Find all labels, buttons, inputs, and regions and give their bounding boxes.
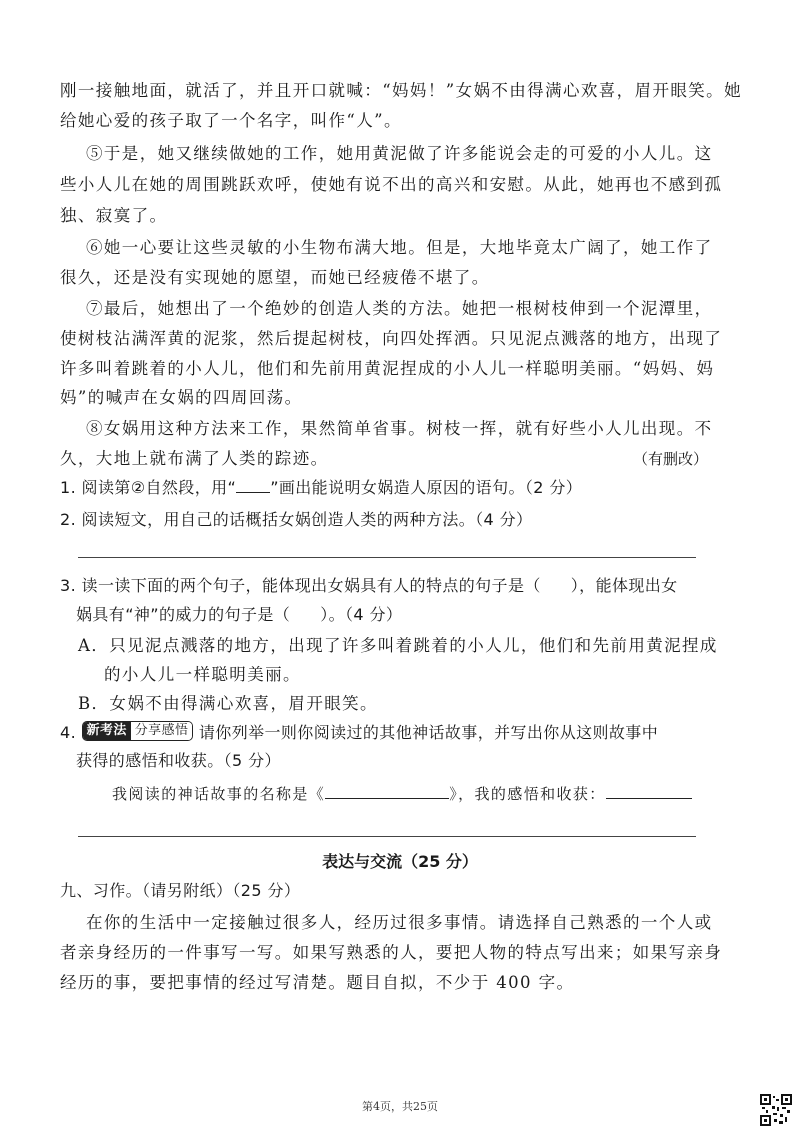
tag-light-label: 分享感悟 — [131, 722, 193, 740]
answer-line-q4[interactable] — [78, 836, 696, 837]
passage-p5-line3: 独、寂寞了。 — [60, 206, 168, 225]
writing-item-heading: 九、习作。（请另附纸）（25 分） — [60, 881, 301, 900]
passage-p7-line2: 使树枝沾满浑黄的泥浆，然后提起树枝，向四处挥洒。只见泥点溅落的地方，出现了 — [60, 329, 723, 348]
passage-p4-line1: 刚一接触地面，就活了，并且开口就喊：“妈妈！”女娲不由得满心欢喜，眉开眼笑。她 — [60, 81, 742, 100]
insight-blank[interactable] — [606, 798, 692, 799]
writing-prompt-line1: 在你的生活中一定接触过很多人，经历过很多事情。请选择自己熟悉的一个人或 — [86, 913, 713, 932]
answer-line-q2[interactable] — [78, 557, 696, 558]
story-name-prefix: 我阅读的神话故事的名称是《 — [112, 785, 326, 803]
question-3-line2 — [76, 604, 402, 626]
underline-sample — [236, 492, 270, 493]
question-1-suffix: ”画出能说明女娲造人原因的语句。（2 分） — [270, 478, 583, 497]
story-name-blank[interactable] — [325, 798, 449, 799]
question-3-line1 — [60, 575, 678, 597]
question-3-option-b: B．女娲不由得满心欢喜，眉开眼笑。 — [78, 694, 378, 713]
passage-p6-line1: ⑥她一心要让这些灵敏的小生物布满大地。但是，大地毕竟太广阔了，她工作了 — [86, 238, 713, 257]
question-1 — [60, 477, 582, 499]
question-4-number: 4. — [60, 723, 77, 742]
qr-code-icon — [760, 1094, 792, 1126]
question-3-text-a: 3. 读一读下面的两个句子，能体现出女娲具有人的特点的句子是（ — [60, 576, 541, 595]
passage-p8-line2: 久，大地上就布满了人类的踪迹。 — [60, 449, 329, 468]
question-1-prefix: 1. 阅读第②自然段，用“ — [60, 478, 237, 497]
section-title: 表达与交流（25 分） — [322, 852, 478, 871]
page-number: 第4页，共25页 — [362, 1100, 438, 1113]
passage-p7-line3: 许多叫着跳着的小人儿，他们和先前用黄泥捏成的小人儿一样聪明美丽。“妈妈、妈 — [60, 359, 715, 378]
question-3-option-a-line1: A．只见泥点溅落的地方，出现了许多叫着跳着的小人儿，他们和先前用黄泥捏成 — [78, 636, 718, 655]
passage-p5-line1: ⑤于是，她又继续做她的工作，她用黄泥做了许多能说会走的可爱的小人儿。这 — [86, 144, 713, 163]
passage-p4-line2: 给她心爱的孩子取了一个名字，叫作“人”。 — [60, 111, 402, 130]
tag-dark-label: 新考法 — [83, 722, 131, 740]
question-4-line1 — [60, 721, 658, 744]
question-4-text: 请你列举一则你阅读过的其他神话故事，并写出你从这则故事中 — [198, 723, 659, 742]
passage-p6-line2: 很久，还是没有实现她的愿望，而她已经疲倦不堪了。 — [60, 268, 490, 287]
question-3-option-a-line2: 的小人儿一样聪明美丽。 — [104, 665, 301, 684]
question-2: 2. 阅读短文，用自己的话概括女娲创造人类的两种方法。（4 分） — [60, 510, 533, 529]
passage-p5-line2: 些小人儿在她的周围跳跃欢呼，使她有说不出的高兴和安慰。从此，她再也不感到孤 — [60, 175, 723, 194]
question-3-text-b: ），能体现出女 — [570, 576, 678, 595]
source-note: （有删改） — [632, 450, 708, 468]
new-method-tag — [82, 721, 194, 741]
passage-p7-line1: ⑦最后，她想出了一个绝妙的创造人类的方法。她把一根树枝伸到一个泥潭里， — [86, 299, 713, 318]
question-4-answer-row — [112, 783, 692, 805]
writing-prompt-line3: 经历的事，要把事情的经过写清楚。题目自拟，不少于 400 字。 — [60, 973, 575, 992]
question-3-text-d: ）。（4 分） — [320, 605, 403, 624]
question-4-line2: 获得的感悟和收获。（5 分） — [76, 751, 281, 770]
writing-prompt-line2: 者亲身经历的一件事写一写。如果写熟悉的人，要把人物的特点写出来；如果写亲身 — [60, 943, 723, 962]
insight-prefix: 》，我的感悟和收获： — [449, 785, 606, 803]
passage-p7-line4: 妈”的喊声在女娲的四周回荡。 — [60, 388, 303, 407]
passage-p8-line1: ⑧女娲用这种方法来工作，果然简单省事。树枝一挥，就有好些小人儿出现。不 — [86, 419, 713, 438]
question-3-text-c: 娲具有“神”的威力的句子是（ — [76, 605, 291, 624]
